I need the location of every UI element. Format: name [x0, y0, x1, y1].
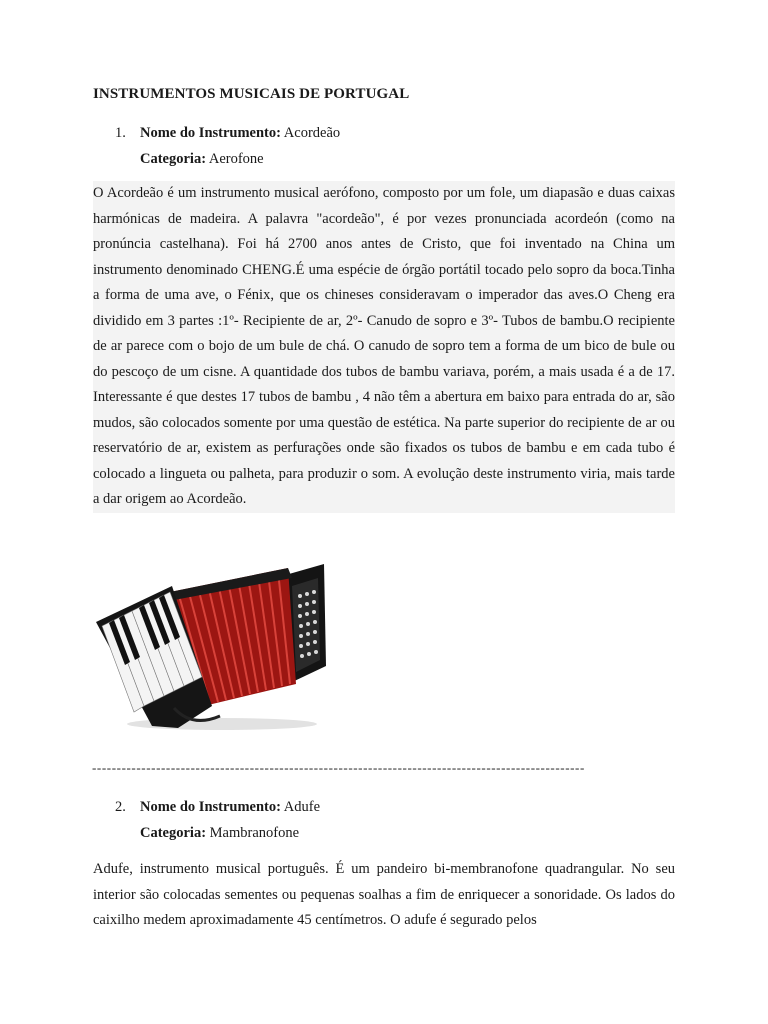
instrument-description-1: O Acordeão é um instrumento musical aerófono, composto por um fole, um diapasão e duas caixas harmónicas de madeira. A palavra "acordeão", é por vezes pronunciada acordeón (como na pronúncia castelhana). Foi há 2700 anos antes de Cristo, que foi inventado na China um instrumento denominado CHENG.É uma espécie de órgão portátil tocado pelo sopro da boca.Tinha a forma de uma ave, o Fénix, que os chineses consideravam o imperador das aves.O Cheng era dividido em 3 partes :1º- Recipiente de ar, 2º- Canudo de sopro e 3º- Tubos de bambu.O recipiente de ar parece com o bojo de um bule de chá. O canudo de sopro tem a forma de um bico de bule ou do pescoço de um cisne. A quantidade dos tubos de bambu variava, porém, a mais usada é a de 17. Interessante é que destes 17 tubos de bambu , 4 não têm a abertura em baixo para entrada do ar, são mudos, são colocados somente por uma questão de estética. Na parte superior do recipiente de ar ou reservatório de ar, existem as perfurações onde são fixados os tubos de bambu e em cada tubo é colocado a lingueta ou palheta, para produzir o som. A evolução deste instrumento viria, mais tarde a dar origem ao Acordeão. [93, 181, 675, 513]
instrument-category: Aerofone [208, 151, 264, 167]
document-title: INSTRUMENTOS MUSICAIS DE PORTUGAL [93, 86, 410, 102]
category-label: Categoria: [140, 151, 207, 167]
section-separator: ---------------------------------------------------------------------------------------------------- [92, 760, 585, 775]
instrument-category: Mambranofone [209, 825, 300, 841]
list-number: 2. [115, 799, 126, 815]
name-label: Nome do Instrumento: [140, 125, 281, 141]
instrument-name: Adufe [283, 799, 321, 815]
instrument-header-1 [115, 120, 340, 172]
name-label: Nome do Instrumento: [140, 799, 281, 815]
instrument-description-2: Adufe, instrumento musical português. É um pandeiro bi-membranofone quadrangular. No seu interior são colocadas sementes ou pequenas soalhas a fim de enriquecer a sonoridade. Os lados do caixilho medem aproximadamente 45 centímetros. O adufe é segurado pelos [93, 861, 675, 928]
category-label: Categoria: [140, 825, 207, 841]
accordion-image [92, 556, 328, 734]
list-number: 1. [115, 125, 126, 141]
instrument-header-2 [115, 794, 320, 846]
instrument-name: Acordeão [283, 125, 341, 141]
